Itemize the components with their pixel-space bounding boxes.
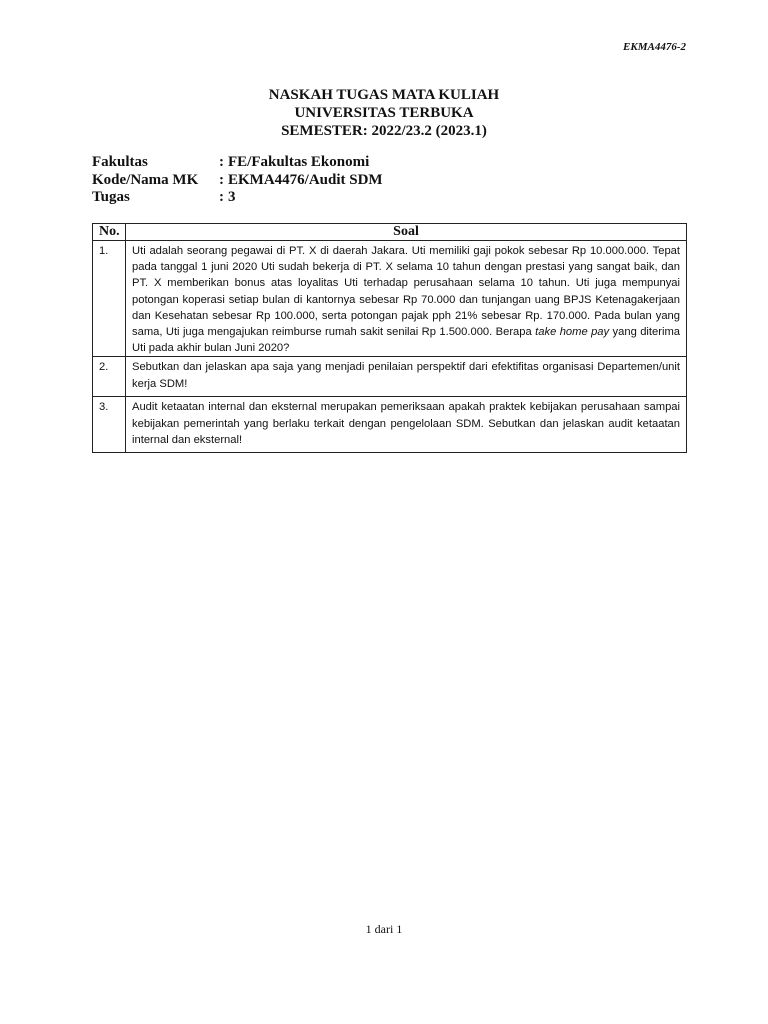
title-line-1: NASKAH TUGAS MATA KULIAH: [268, 87, 500, 103]
meta-label: Fakultas: [92, 154, 148, 170]
question-text-part: Uti adalah seorang pegawai di PT. X di daerah Jakara. Uti memiliki gaji pokok sebesar Rp 10.000.000. Tepat pada tanggal 1 juni 2020 Uti sudah bekerja di PT. X selama 10 tahun dengan prestasi yang sangat baik, dan PT. X memberikan bonus atas loyalitas Uti terhadap perusahaan selama 10 tahun. Uti juga mempunyai potongan koperasi setiap bulan di kantornya sebesar Rp 70.000 dan tunjangan uang BPJS Ketenagakerjaan dan Kesehatan sebesar Rp 100.000, serta potongan pajak pph 21% sebesar Rp. 170.000. Pada bulan yang sama, Uti juga mengajukan reimburse rumah sakit senilai Rp 1.500.000. Berapa: [132, 245, 680, 339]
meta-colon: :: [219, 171, 224, 188]
document-title: [0, 86, 768, 140]
question-number: 3.: [93, 397, 126, 453]
questions-table: [92, 223, 687, 453]
course-info: [92, 154, 383, 207]
question-text: [126, 241, 687, 357]
question-text-italic: take home pay: [535, 326, 610, 339]
header-no: No.: [93, 224, 126, 241]
title-line-2: UNIVERSITAS TERBUKA: [294, 105, 474, 121]
title-line-3: SEMESTER: 2022/23.2 (2023.1): [281, 123, 487, 139]
table-row: [93, 357, 687, 397]
page-number: 1 dari 1: [365, 922, 403, 936]
meta-colon: :: [219, 189, 224, 205]
meta-label: Kode/Nama MK: [92, 171, 199, 188]
meta-value: 3: [228, 189, 236, 205]
question-number: 2.: [93, 357, 126, 397]
question-text: Audit ketaatan internal dan eksternal merupakan pemeriksaan apakah praktek kebijakan perusahaan sampai kebijakan pemerintah yang berlaku terkait dengan pengelolaan SDM. Sebutkan dan jelaskan audit ketaatan internal dan eksternal!: [126, 397, 687, 453]
meta-row-kode: [92, 172, 383, 190]
question-text: Sebutkan dan jelaskan apa saja yang menjadi penilaian perspektif dari efektifitas organisasi Departemen/unit kerja SDM!: [126, 357, 687, 397]
meta-value: EKMA4476/Audit SDM: [228, 171, 383, 188]
header-soal: Soal: [126, 224, 687, 241]
meta-label: Tugas: [92, 189, 130, 205]
document-code: EKMA4476-2: [623, 41, 686, 53]
table-row: [93, 397, 687, 453]
table-row: [93, 241, 687, 357]
question-text-part: yang diterima Uti pada akhir bulan Juni 2020?: [132, 326, 680, 355]
meta-row-fakultas: [92, 154, 383, 172]
meta-value: FE/Fakultas Ekonomi: [228, 154, 370, 170]
meta-colon: :: [219, 154, 224, 170]
table-header-row: [93, 224, 687, 241]
question-number: 1.: [93, 241, 126, 357]
meta-row-tugas: [92, 189, 383, 207]
